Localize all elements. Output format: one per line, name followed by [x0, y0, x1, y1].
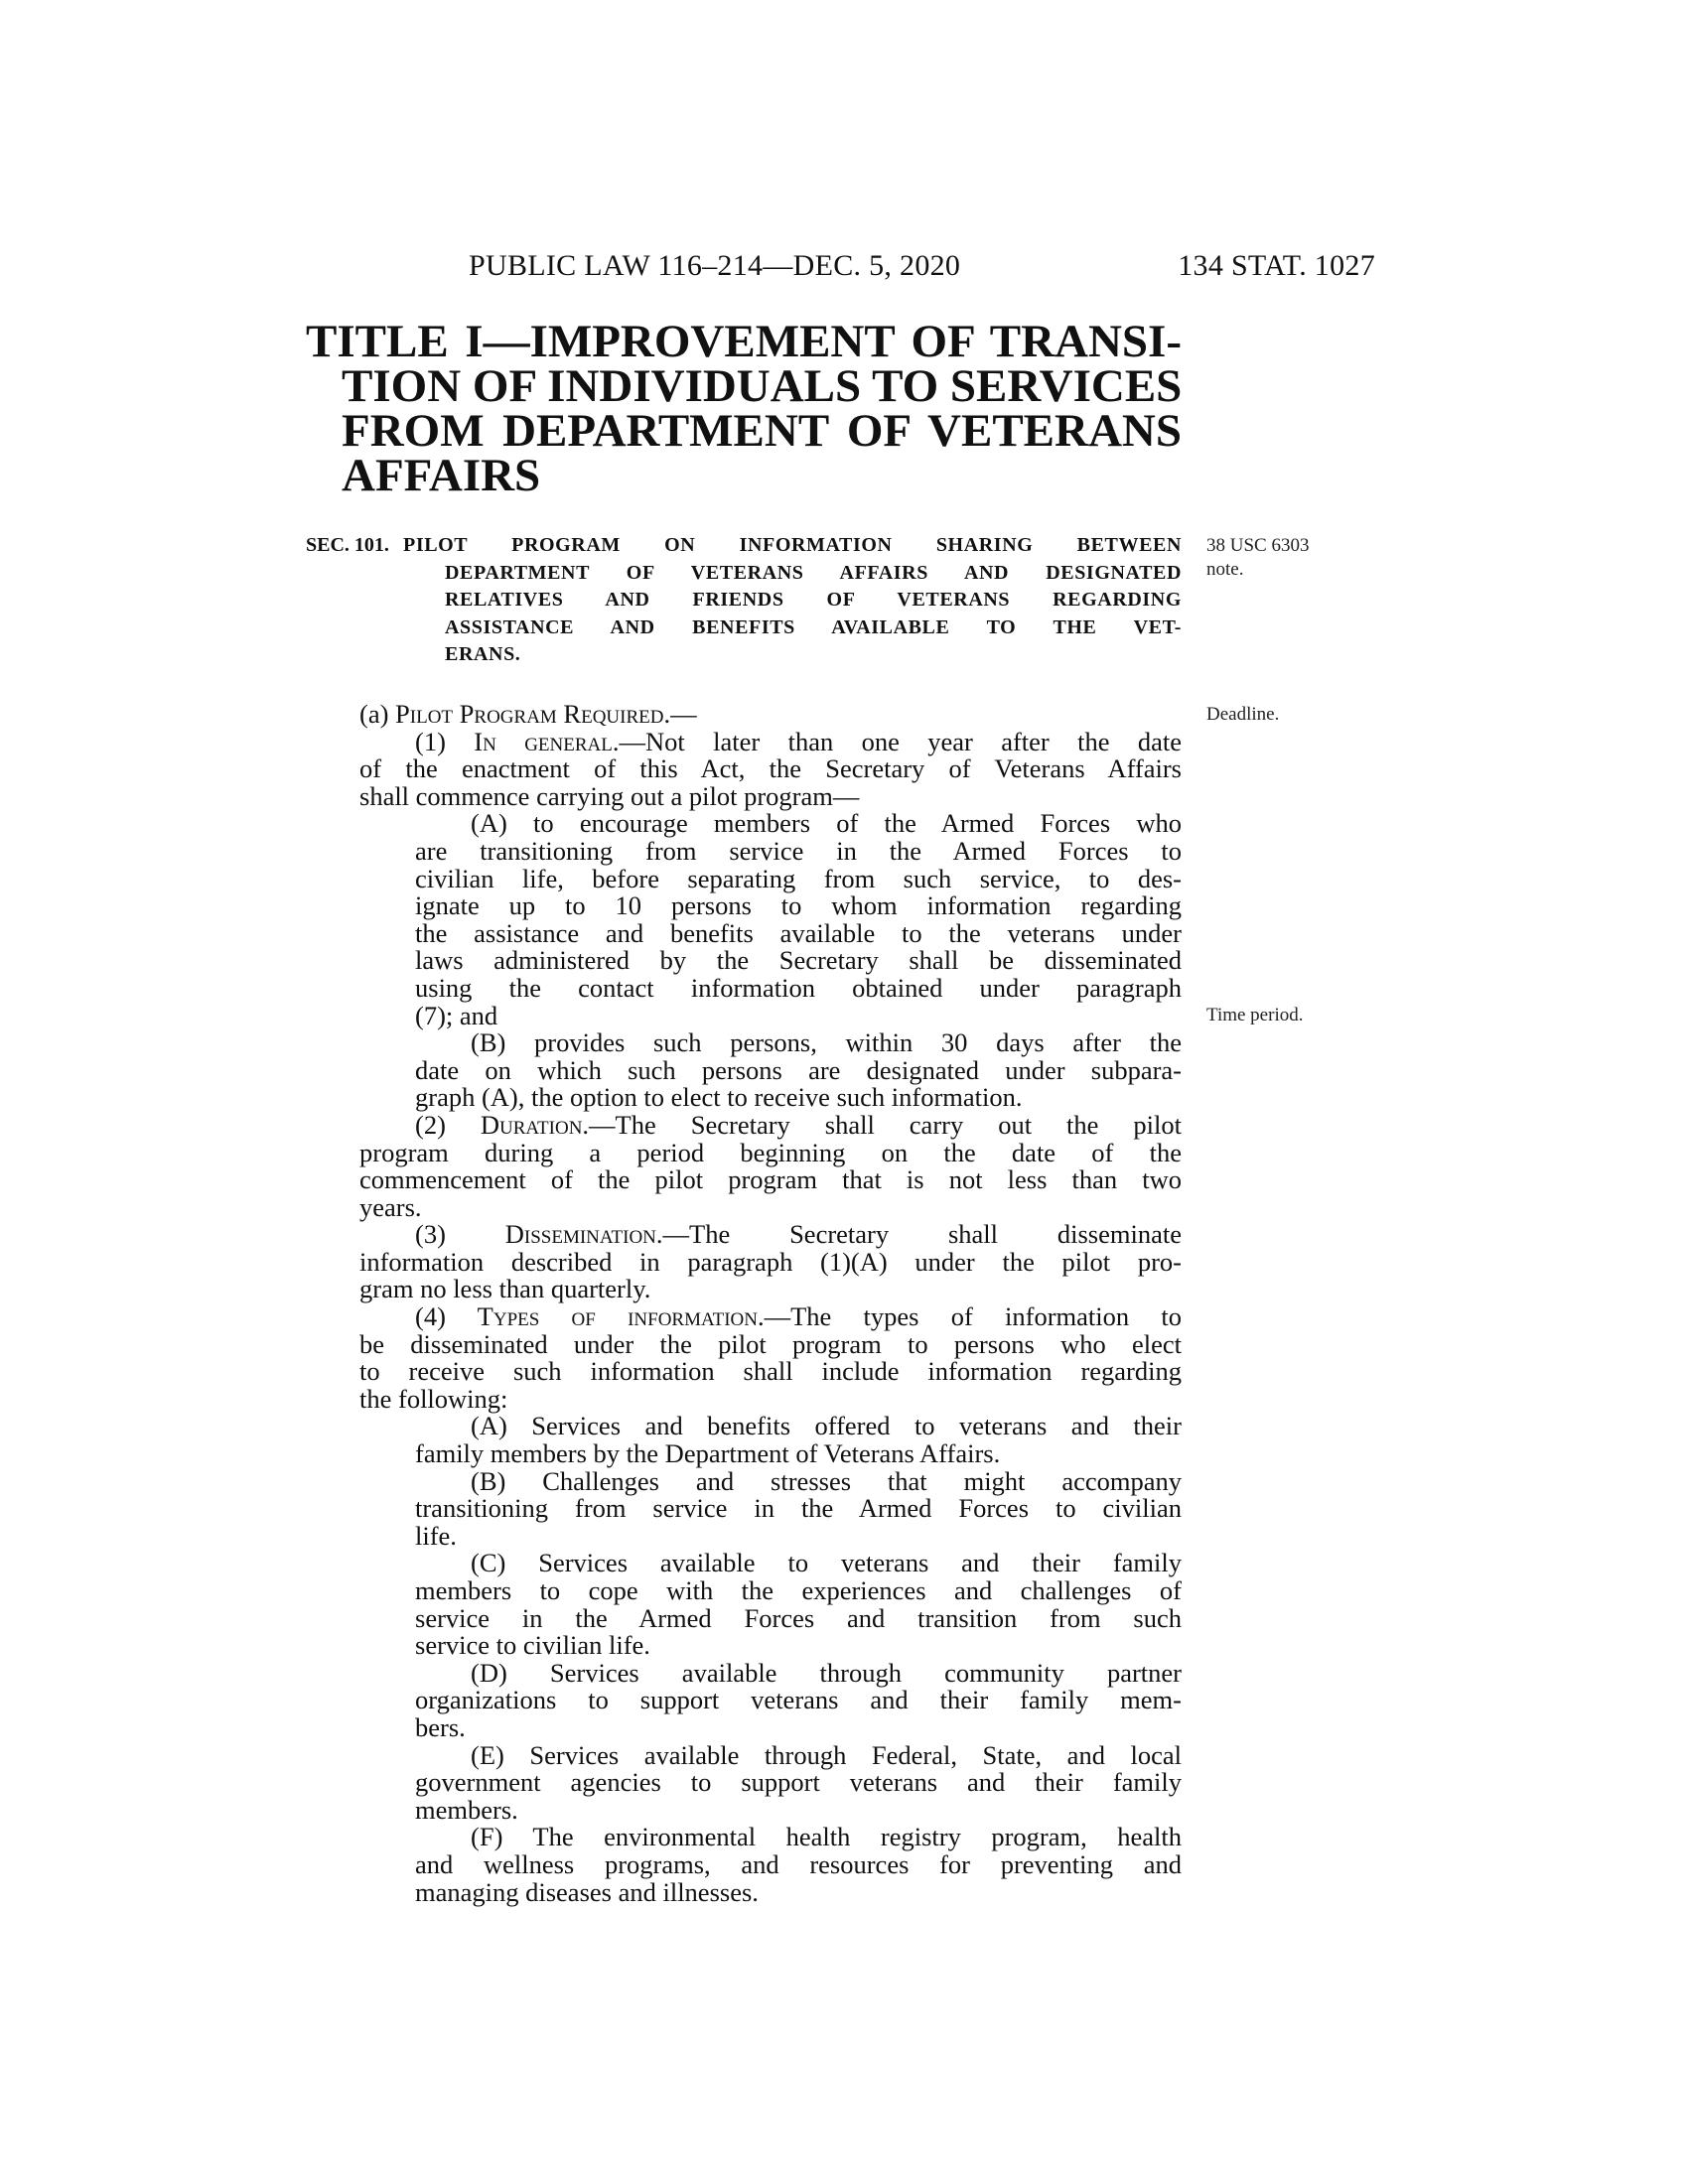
- paragraph-2: (2) Duration.—The Secretary shall carry out the pilot program during a period beginning on the date of the commencement of the pilot program that is not less than two years.: [359, 1109, 1182, 1222]
- title-line: FROM DEPARTMENT OF VETERANS: [342, 405, 1182, 457]
- title-line: AFFAIRS: [342, 450, 541, 501]
- subparagraph-4D: (D) Services available through community partner organizations to support veterans and their family mem- bers.: [415, 1657, 1182, 1742]
- section-title-line: PILOT PROGRAM ON INFORMATION SHARING BETWEEN: [403, 534, 1182, 556]
- section-label: SEC. 101.: [306, 534, 389, 556]
- subparagraph-1A: (A) to encourage members of the Armed Forces who are transitioning from service in the Armed Forces to civilian life, before separating from such service, to des- ignate up to 10 persons to whom information regarding the assistance and benefits available to the veterans under laws administered by the Secretary shall be disseminated using the contact information obtained under paragraph (7); and: [415, 808, 1182, 1030]
- subsection-a-heading: (a) Pilot Program Required.—: [359, 699, 697, 729]
- subparagraph-4C: (C) Services available to veterans and their family members to cope with the experiences and challenges of service in the Armed Forces and transition from such service to civilian life.: [415, 1548, 1182, 1661]
- running-head: [357, 246, 1375, 286]
- subparagraph-4B: (B) Challenges and stresses that might accompany transitioning from service in the Armed Forces to civilian life.: [415, 1465, 1182, 1551]
- paragraph-4: (4) Types of information.—The types of information to be disseminated under the pilot program to persons who elect to receive such information shall include information regarding the following:: [359, 1301, 1183, 1414]
- section-body: [359, 701, 1182, 1906]
- title-heading: [306, 316, 1183, 501]
- margin-note-deadline: Deadline.: [1206, 704, 1280, 725]
- subparagraph-1B: (B) provides such persons, within 30 days after the date on which such persons are designated under subpara- graph (A), the option to elect to receive such information.: [415, 1027, 1182, 1113]
- section-title-line: ASSISTANCE AND BENEFITS AVAILABLE TO THE VET-: [445, 615, 1182, 638]
- running-head-citation: PUBLIC LAW 116–214—DEC. 5, 2020: [469, 249, 961, 282]
- section-title: [403, 532, 1182, 669]
- paragraph-1: (1) In general.—Not later than one year after the date of the enactment of this Act, the Secretary of Veterans Affairs shall commence carrying out a pilot program—: [359, 726, 1182, 811]
- title-line: TITLE I—IMPROVEMENT OF TRANSI-: [306, 316, 1182, 367]
- title-line: TION OF INDIVIDUALS TO SERVICES: [342, 360, 1183, 412]
- subparagraph-4F: (F) The environmental health registry program, health and wellness programs, and resources for preventing and managing diseases and illnesses.: [415, 1822, 1182, 1907]
- margin-note-time-period: Time period.: [1206, 1005, 1304, 1025]
- subparagraph-4A: (A) Services and benefits offered to veterans and their family members by the Department of Veterans Affairs.: [415, 1411, 1182, 1469]
- section-heading: [306, 532, 1182, 669]
- subparagraph-4E: (E) Services available through Federal, State, and local government agencies to support veterans and their family members.: [415, 1739, 1182, 1825]
- margin-note-usc: 38 USC 6303 note.: [1206, 535, 1310, 580]
- paragraph-3: (3) Dissemination.—The Secretary shall disseminate information described in paragraph (1)(A) under the pilot pro- gram no less than quarterly.: [359, 1219, 1182, 1304]
- section-title-line: RELATIVES AND FRIENDS OF VETERANS REGARDING: [445, 589, 1182, 611]
- section-title-line: ERANS.: [445, 643, 521, 665]
- running-head-page-number: 134 STAT. 1027: [1178, 249, 1375, 282]
- section-title-line: DEPARTMENT OF VETERANS AFFAIRS AND DESIGNATED: [445, 561, 1182, 584]
